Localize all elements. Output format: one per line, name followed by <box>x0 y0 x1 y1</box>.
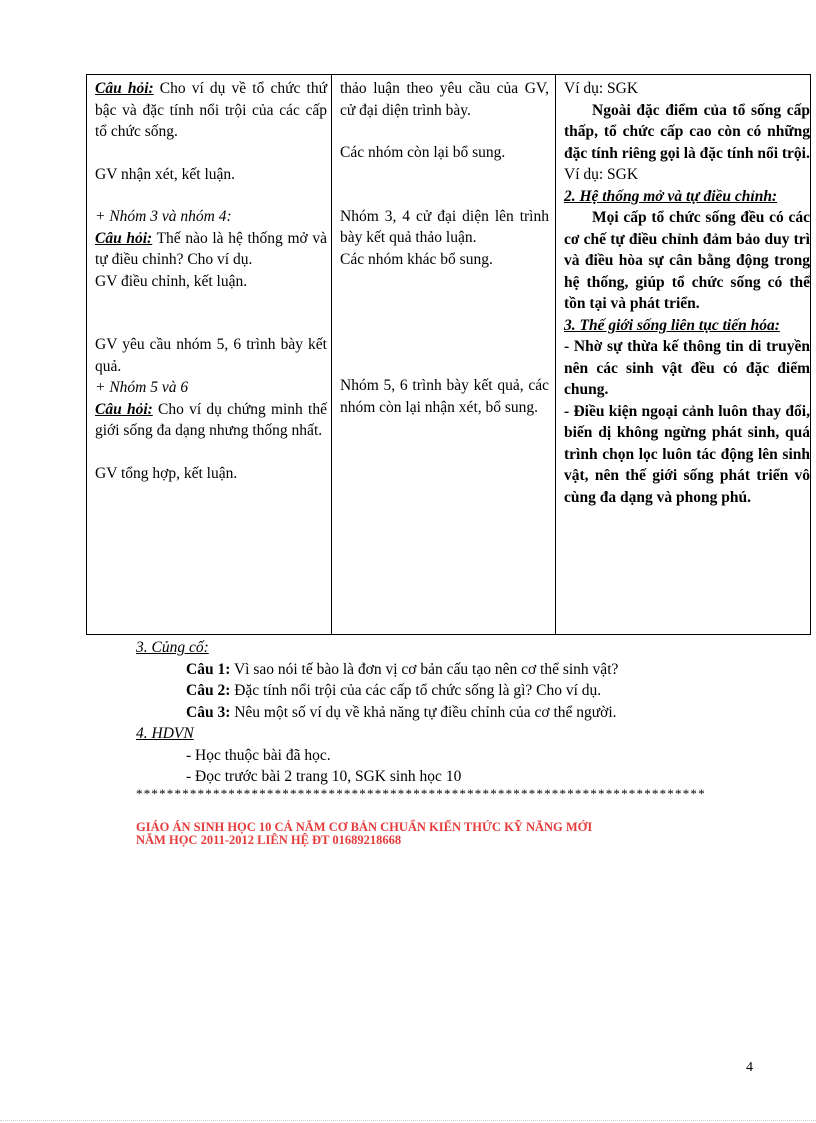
student-note-2: Các nhóm còn lại bổ sung. <box>340 144 506 161</box>
post-table-section <box>136 637 776 788</box>
consolidation-question-3: Câu 3: Nêu một số ví dụ về khả năng tự điều chỉnh của cơ thể người. <box>186 703 617 721</box>
student-activity-column <box>340 78 549 418</box>
emergent-properties-text: Ngoài đặc điểm của tổ sống cấp thấp, tổ chức cấp cao còn có những đặc tính riêng gọi là đặc tính nổi trội. <box>564 101 810 162</box>
group-5-6-label: + Nhóm 5 và 6 <box>95 379 189 396</box>
student-note-1: thảo luận theo yêu cầu của GV, cử đại diện trình bày. <box>340 80 549 119</box>
group-3-4-label: + Nhóm 3 và nhóm 4: <box>95 208 232 225</box>
student-note-4: Các nhóm khác bổ sung. <box>340 250 493 268</box>
question-2: Câu hỏi: Thế nào là hệ thống mở và tự điều chỉnh? Cho ví dụ. <box>95 229 327 268</box>
example-2: Ví dụ: SGK <box>564 166 639 183</box>
section-2-title: 2. Hệ thống mở và tự điều chỉnh: <box>564 187 778 205</box>
question-1: Câu hỏi: Cho ví dụ về tổ chức thứ bậc và đặc tính nổi trội của các cấp tổ chức sống. <box>95 80 327 140</box>
section-3-title: 3. Thế giới sống liên tục tiến hóa: <box>564 316 780 334</box>
homework-item-1: - Học thuộc bài đã học. <box>186 746 331 764</box>
question-3: Câu hỏi: Cho ví dụ chứng minh thế giới sống đa dạng nhưng thống nhất. <box>95 400 327 439</box>
homework-heading: 4. HDVN <box>136 725 194 742</box>
promo-line-1: GIÁO ÁN SINH HỌC 10 CẢ NĂM CƠ BẢN CHUẨN KIẾN THỨC KỸ NĂNG MỚI <box>136 820 593 834</box>
star-separator: ************************************************************************** <box>136 786 706 801</box>
teacher-note-1: GV nhận xét, kết luận. <box>95 165 236 183</box>
example-1: Ví dụ: SGK <box>564 80 639 97</box>
student-note-5: Nhóm 5, 6 trình bày kết quả, các nhóm còn lại nhận xét, bổ sung. <box>340 377 549 416</box>
evolution-text-2: - Điều kiện ngoại cảnh luôn thay đổi, biến dị không ngừng phát sinh, quá trình chọn lọc luôn tác động lên sinh vật, nên thế giới sống phát triển vô cùng đa dạng và phong phú. <box>564 402 810 506</box>
promo-text <box>136 821 736 847</box>
consolidation-question-2: Câu 2: Đặc tính nổi trội của các cấp tổ chức sống là gì? Cho ví dụ. <box>186 682 602 699</box>
content-column <box>564 78 810 508</box>
consolidation-heading: 3. Củng cố: <box>136 639 209 656</box>
promo-line-2: NĂM HỌC 2011-2012 LIÊN HỆ ĐT 01689218668 <box>136 833 402 847</box>
teacher-note-2: GV điều chỉnh, kết luận. <box>95 272 248 290</box>
lesson-table <box>86 74 811 635</box>
student-note-3: Nhóm 3, 4 cử đại diện lên trình bày kết quả thảo luận. <box>340 207 549 246</box>
page-bottom-border <box>0 1120 816 1121</box>
teacher-note-3: GV yêu cầu nhóm 5, 6 trình bày kết quả. <box>95 336 327 375</box>
self-regulation-text: Mọi cấp tổ chức sống đều có các cơ chế tự điều chỉnh đảm bảo duy trì và điều hòa sự cân bằng động trong hệ thống, giúp tổ chức sống có thể tồn tại và phát triển. <box>564 209 810 312</box>
column-divider <box>555 75 556 634</box>
evolution-text-1: - Nhờ sự thừa kế thông tin di truyền nên các sinh vật đều có đặc điểm chung. <box>564 338 810 398</box>
column-divider <box>331 75 332 634</box>
teacher-note-4: GV tổng hợp, kết luận. <box>95 464 238 482</box>
teacher-activity-column <box>95 78 327 484</box>
consolidation-question-1: Câu 1: Vì sao nói tế bào là đơn vị cơ bản cấu tạo nên cơ thể sinh vật? <box>186 660 619 678</box>
page-number: 4 <box>746 1060 753 1075</box>
homework-item-2: - Đọc trước bài 2 trang 10, SGK sinh học 10 <box>186 768 462 785</box>
